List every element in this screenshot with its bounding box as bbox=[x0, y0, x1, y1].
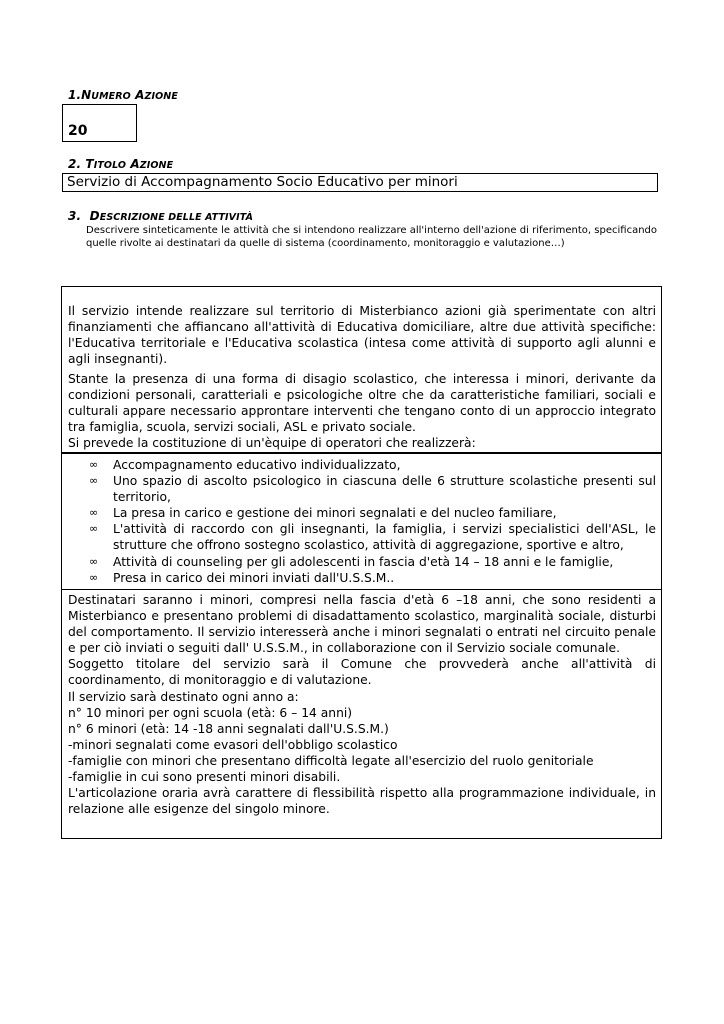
section-2-heading bbox=[68, 157, 173, 171]
bullet-icon: ∞ bbox=[89, 474, 99, 488]
section-1-number: 1. bbox=[68, 88, 82, 102]
activity-text: Attività di counseling per gli adolescenti in fascia d'età 14 – 18 anni e le famiglie, bbox=[113, 554, 614, 569]
yearly-item: n° 10 minori per ogni scuola (età: 6 – 14 anni) bbox=[68, 705, 353, 720]
activity-text: L'attività di raccordo con gli insegnanti, la famiglia, i servizi specialistici dell'ASL, le strutture che offrono sostegno scolastico, attività di aggregazione, sportive e altro, bbox=[113, 522, 656, 553]
section-2-heading-initial: T bbox=[85, 157, 94, 171]
action-title-field bbox=[62, 173, 658, 192]
activity-text: Uno spazio di ascolto psicologico in ciascuna delle 6 strutture scolastiche presenti sul territorio, bbox=[113, 474, 656, 505]
list-item bbox=[89, 554, 656, 570]
divider bbox=[61, 589, 662, 590]
yearly-intro: Il servizio sarà destinato ogni anno a: bbox=[68, 689, 299, 704]
description-paragraph-intro: Il servizio intende realizzare sul territorio di Misterbianco azioni già sperimentate con altri finanziamenti che affiancano all'attività di Educativa domiciliare, altre due attività specifiche: l'Educativa territoriale e l'Educativa scolastica (intesa come attività di supporto agli alunni e agli insegnanti). bbox=[68, 304, 656, 367]
section-2-number: 2. bbox=[68, 157, 82, 171]
section-1-heading-word-2: ZIONE bbox=[144, 91, 178, 102]
recipients-paragraph: Destinatari saranno i minori, compresi nella fascia d'età 6 –18 anni, che sono residenti a Misterbianco e presentano problemi di disadattamento scolastico, marginalità sociale, disturbi del comportamento. Il servizio interesserà anche i minori segnalati o entrati nel circuito penale e per ciò inviati o seguiti dall' U.S.S.M., in collaborazione con il Servizio sociale comunale. bbox=[68, 593, 656, 656]
activity-text: La presa in carico e gestione dei minori segnalati e del nucleo familiare, bbox=[113, 506, 557, 521]
activity-text: Presa in carico dei minori inviati dall'U.S.S.M.. bbox=[113, 570, 395, 585]
yearly-item: -famiglie in cui sono presenti minori disabili. bbox=[68, 770, 341, 785]
activities-list bbox=[89, 457, 656, 586]
bullet-icon: ∞ bbox=[89, 570, 99, 584]
divider bbox=[61, 452, 662, 454]
section-2-heading-word: ITOLO bbox=[93, 160, 127, 171]
list-item bbox=[89, 570, 656, 586]
section-3-heading-word: ESCRIZIONE DELLE ATTIVITÀ bbox=[99, 212, 254, 223]
bullet-icon: ∞ bbox=[89, 554, 99, 568]
list-item bbox=[89, 473, 656, 505]
list-item bbox=[89, 457, 656, 473]
description-paragraph-context: Stante la presenza di una forma di disagio scolastico, che interessa i minori, derivante da condizioni personali, caratteriali e psicologiche oltre che da caratteristiche familiari, sociali e culturali appare necessario approntare interventi che tengano conto di un approccio integrato tra famiglia, scuola, servizi sociali, ASL e privato sociale. bbox=[68, 372, 656, 435]
list-item bbox=[89, 505, 656, 521]
activity-text: Accompagnamento educativo individualizzato, bbox=[113, 458, 401, 472]
section-2-heading-initial-2: A bbox=[130, 157, 140, 171]
schedule-paragraph: L'articolazione oraria avrà carattere di flessibilità rispetto alla programmazione individuale, in relazione alle esigenze del singolo minore. bbox=[68, 786, 656, 817]
holder-paragraph: Soggetto titolare del servizio sarà il Comune che provvederà anche all'attività di coordinamento, di monitoraggio e di valutazione. bbox=[68, 657, 656, 688]
recipients-block bbox=[68, 592, 656, 817]
yearly-item: n° 6 minori (età: 14 -18 anni segnalati dall'U.S.S.M.) bbox=[68, 721, 389, 736]
yearly-item: -minori segnalati come evasori dell'obbligo scolastico bbox=[68, 737, 398, 752]
action-number-field bbox=[62, 104, 137, 142]
description-paragraph-team: Si prevede la costituzione di un'èquipe di operatori che realizzerà: bbox=[68, 436, 476, 450]
section-1-heading bbox=[68, 88, 178, 102]
section-3-instructions: Descrivere sinteticamente le attività che si intendono realizzare all'interno dell'azione di riferimento, specificando quelle rivolte ai destinatari da quelle di sistema (coordinamento, monitoraggio e valutazione…) bbox=[86, 225, 657, 249]
section-3-heading-initial: D bbox=[89, 209, 100, 223]
section-3-number: 3. bbox=[68, 209, 82, 223]
yearly-item: -famiglie con minori che presentano difficoltà legate all'esercizio del ruolo genitoriale bbox=[68, 753, 594, 768]
list-item bbox=[89, 521, 656, 553]
bullet-icon: ∞ bbox=[89, 458, 99, 471]
action-title-value: Servizio di Accompagnamento Socio Educativo per minori bbox=[67, 174, 458, 190]
bullet-icon: ∞ bbox=[89, 522, 99, 536]
action-number-value: 20 bbox=[68, 123, 88, 139]
bullet-icon: ∞ bbox=[89, 506, 99, 520]
section-1-heading-initial: N bbox=[81, 88, 92, 102]
section-2-heading-word-2: ZIONE bbox=[139, 160, 174, 171]
section-3-heading bbox=[68, 209, 253, 223]
section-1-heading-word: UMERO bbox=[91, 91, 131, 102]
section-1-heading-initial-2: A bbox=[135, 88, 145, 102]
